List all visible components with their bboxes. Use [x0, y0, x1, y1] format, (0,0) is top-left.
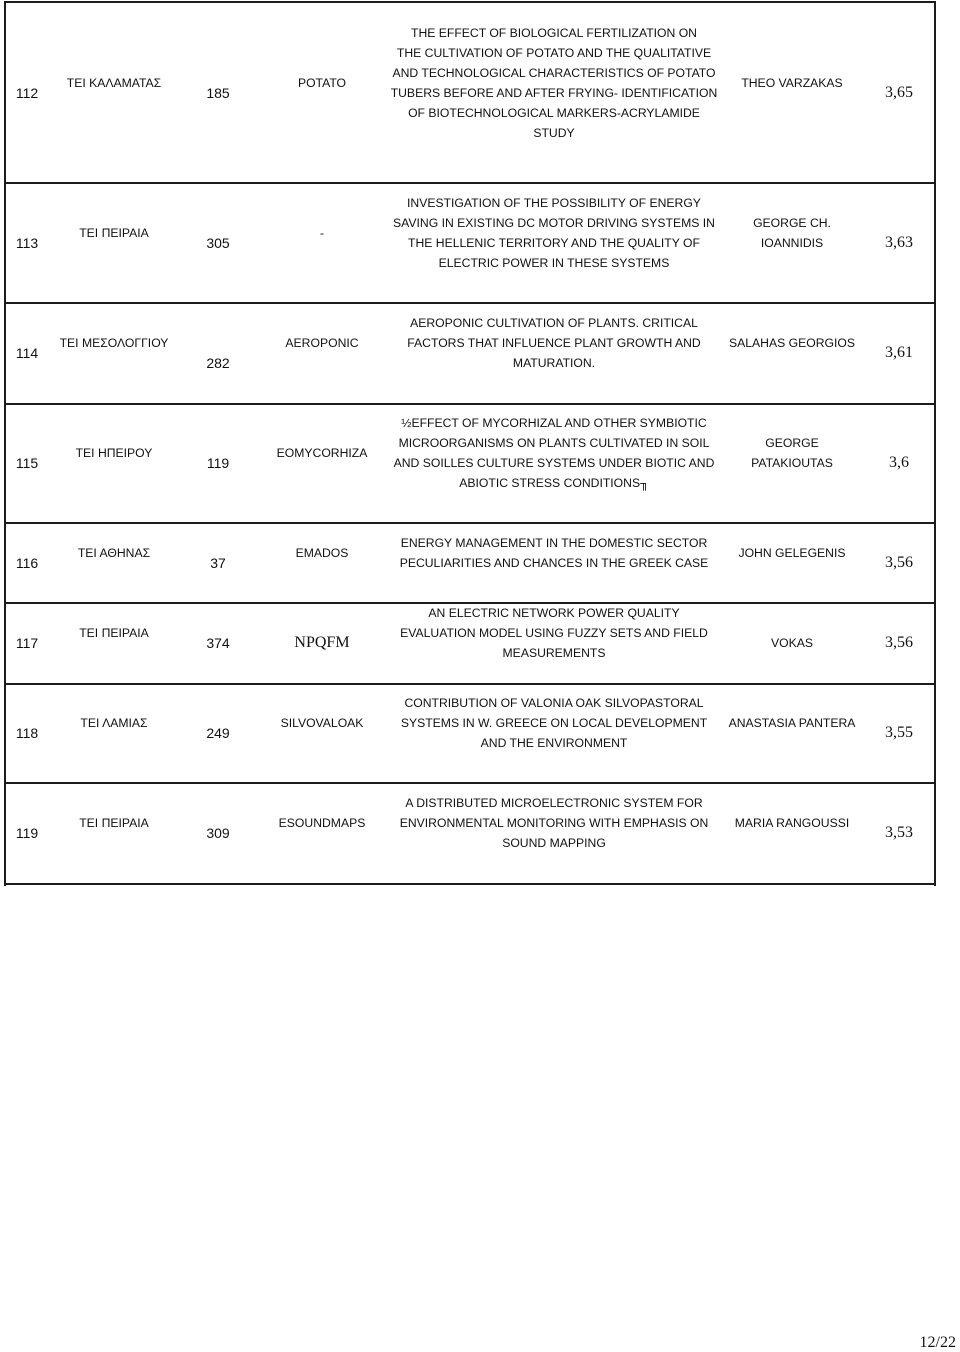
title-line: ENERGY MANAGEMENT IN THE DOMESTIC SECTOR — [400, 536, 708, 550]
row-number: 118 — [15, 725, 39, 741]
project-code: 119 — [206, 455, 230, 471]
supervisor-line: JOHN GELEGENIS — [738, 546, 846, 560]
project-code: 37 — [210, 555, 226, 571]
thesis-title — [386, 413, 722, 493]
project-acronym: AEROPONIC — [285, 336, 359, 350]
project-acronym: EOMYCORHIZA — [276, 446, 368, 460]
thesis-title — [386, 23, 722, 143]
supervisor-line: THEO VARZAKAS — [741, 76, 843, 90]
table-row — [0, 2, 960, 183]
thesis-title — [386, 193, 722, 273]
row-number: 114 — [15, 345, 39, 361]
supervisor-line: PATAKIOUTAS — [751, 456, 833, 470]
thesis-title — [386, 693, 722, 753]
institution-name: ΤΕΙ ΠΕΙΡΑΙΑ — [79, 226, 149, 240]
grade-score: 3,61 — [885, 344, 913, 361]
supervisor-name — [722, 73, 862, 93]
row-number: 119 — [15, 825, 39, 841]
page-number: 12/22 — [919, 1334, 956, 1351]
project-code: 249 — [206, 725, 230, 741]
table-row — [0, 404, 960, 523]
title-line: MATURATION. — [512, 356, 596, 370]
project-code: 185 — [206, 85, 230, 101]
thesis-title — [386, 533, 722, 573]
title-line: SYSTEMS IN W. GREECE ON LOCAL DEVELOPMENT — [400, 716, 708, 730]
project-acronym: SILVOVALOAK — [280, 716, 364, 730]
institution-name: ΤΕΙ ΛΑΜΙΑΣ — [80, 716, 148, 730]
supervisor-name — [722, 333, 862, 353]
institution-name: ΤΕΙ ΚΑΛΑΜΑΤΑΣ — [66, 76, 162, 90]
project-acronym: - — [319, 226, 325, 240]
row-number: 112 — [15, 85, 39, 101]
supervisor-name — [722, 813, 862, 833]
title-line: AN ELECTRIC NETWORK POWER QUALITY — [428, 606, 680, 620]
table-row — [0, 303, 960, 404]
project-acronym: ESOUNDMAPS — [278, 816, 366, 830]
title-line: SAVING IN EXISTING DC MOTOR DRIVING SYSTEMS IN — [393, 216, 715, 230]
title-line: CONTRIBUTION OF VALONIA OAK SILVOPASTORAL — [404, 696, 704, 710]
supervisor-name — [722, 713, 862, 733]
title-line: MEASUREMENTS — [502, 646, 606, 660]
title-line: TUBERS BEFORE AND AFTER FRYING- IDENTIFICATION — [390, 86, 718, 100]
title-line: ½EFFECT OF MYCORHIZAL AND OTHER SYMBIOTIC — [401, 416, 707, 430]
table-row — [0, 603, 960, 684]
title-line: SOUND MAPPING — [502, 836, 606, 850]
supervisor-name — [722, 213, 862, 253]
supervisor-line: GEORGE CH. — [753, 216, 831, 230]
title-line: THE CULTIVATION OF POTATO AND THE QUALITATIVE — [396, 46, 712, 60]
project-code: 305 — [206, 235, 230, 251]
project-acronym: EMADOS — [295, 546, 349, 560]
grade-score: 3,65 — [885, 84, 913, 101]
grade-score: 3,56 — [885, 634, 913, 651]
supervisor-name — [722, 543, 862, 563]
project-code: 282 — [206, 355, 230, 371]
grade-score: 3,56 — [885, 554, 913, 571]
project-acronym: NPQFM — [294, 634, 350, 651]
title-line: MICROORGANISMS ON PLANTS CULTIVATED IN SOIL — [398, 436, 710, 450]
row-number: 116 — [15, 555, 39, 571]
supervisor-name — [722, 433, 862, 473]
institution-name: ΤΕΙ ΠΕΙΡΑΙΑ — [79, 626, 149, 640]
title-line: ABIOTIC STRESS CONDITIONS╖ — [459, 476, 649, 490]
title-line: ELECTRIC POWER IN THESE SYSTEMS — [438, 256, 670, 270]
institution-name: ΤΕΙ ΗΠΕΙΡΟΥ — [75, 446, 153, 460]
table-row — [0, 783, 960, 884]
institution-name: ΤΕΙ ΜΕΣΟΛΟΓΓΙΟΥ — [59, 336, 169, 350]
thesis-title — [386, 313, 722, 373]
supervisor-line: ANASTASIA PANTERA — [728, 716, 856, 730]
table-row — [0, 183, 960, 303]
title-line: FACTORS THAT INFLUENCE PLANT GROWTH AND — [407, 336, 701, 350]
row-number: 113 — [15, 235, 39, 251]
institution-name: ΤΕΙ ΠΕΙΡΑΙΑ — [79, 816, 149, 830]
table-row — [0, 523, 960, 603]
institution-name: ΤΕΙ ΑΘΗΝΑΣ — [77, 546, 151, 560]
title-line: OF BIOTECHNOLOGICAL MARKERS-ACRYLAMIDE — [408, 106, 700, 120]
grade-score: 3,63 — [885, 234, 913, 251]
title-line: AEROPONIC CULTIVATION OF PLANTS. CRITICAL — [410, 316, 698, 330]
row-number: 117 — [15, 635, 39, 651]
title-line: AND SOILLES CULTURE SYSTEMS UNDER BIOTIC AND — [393, 456, 715, 470]
title-line: PECULIARITIES AND CHANCES IN THE GREEK CASE — [399, 556, 709, 570]
title-line: STUDY — [533, 126, 575, 140]
grade-score: 3,6 — [889, 454, 909, 471]
title-line: AND TECHNOLOGICAL CHARACTERISTICS OF POTATO — [392, 66, 716, 80]
grade-score: 3,55 — [885, 724, 913, 741]
supervisor-line: IOANNIDIS — [760, 236, 824, 250]
project-code: 309 — [206, 825, 230, 841]
title-line: THE HELLENIC TERRITORY AND THE QUALITY OF — [408, 236, 700, 250]
thesis-title — [386, 603, 722, 663]
supervisor-line: MARIA RANGOUSSI — [734, 816, 850, 830]
title-line: INVESTIGATION OF THE POSSIBILITY OF ENERGY — [407, 196, 701, 210]
title-line: AND THE ENVIRONMENT — [480, 736, 628, 750]
title-line: EVALUATION MODEL USING FUZZY SETS AND FIELD — [400, 626, 708, 640]
grade-score: 3,53 — [885, 824, 913, 841]
title-line: THE EFFECT OF BIOLOGICAL FERTILIZATION ON — [411, 26, 697, 40]
project-acronym: POTATO — [297, 76, 347, 90]
supervisor-line: GEORGE — [765, 436, 819, 450]
supervisor-line: VOKAS — [771, 636, 813, 650]
supervisor-line: SALAHAS GEORGIOS — [729, 336, 855, 350]
project-code: 374 — [206, 635, 230, 651]
supervisor-name — [722, 633, 862, 653]
title-line: ENVIRONMENTAL MONITORING WITH EMPHASIS ON — [399, 816, 709, 830]
table-row — [0, 684, 960, 783]
title-line: A DISTRIBUTED MICROELECTRONIC SYSTEM FOR — [405, 796, 703, 810]
thesis-title — [386, 793, 722, 853]
row-number: 115 — [15, 455, 39, 471]
